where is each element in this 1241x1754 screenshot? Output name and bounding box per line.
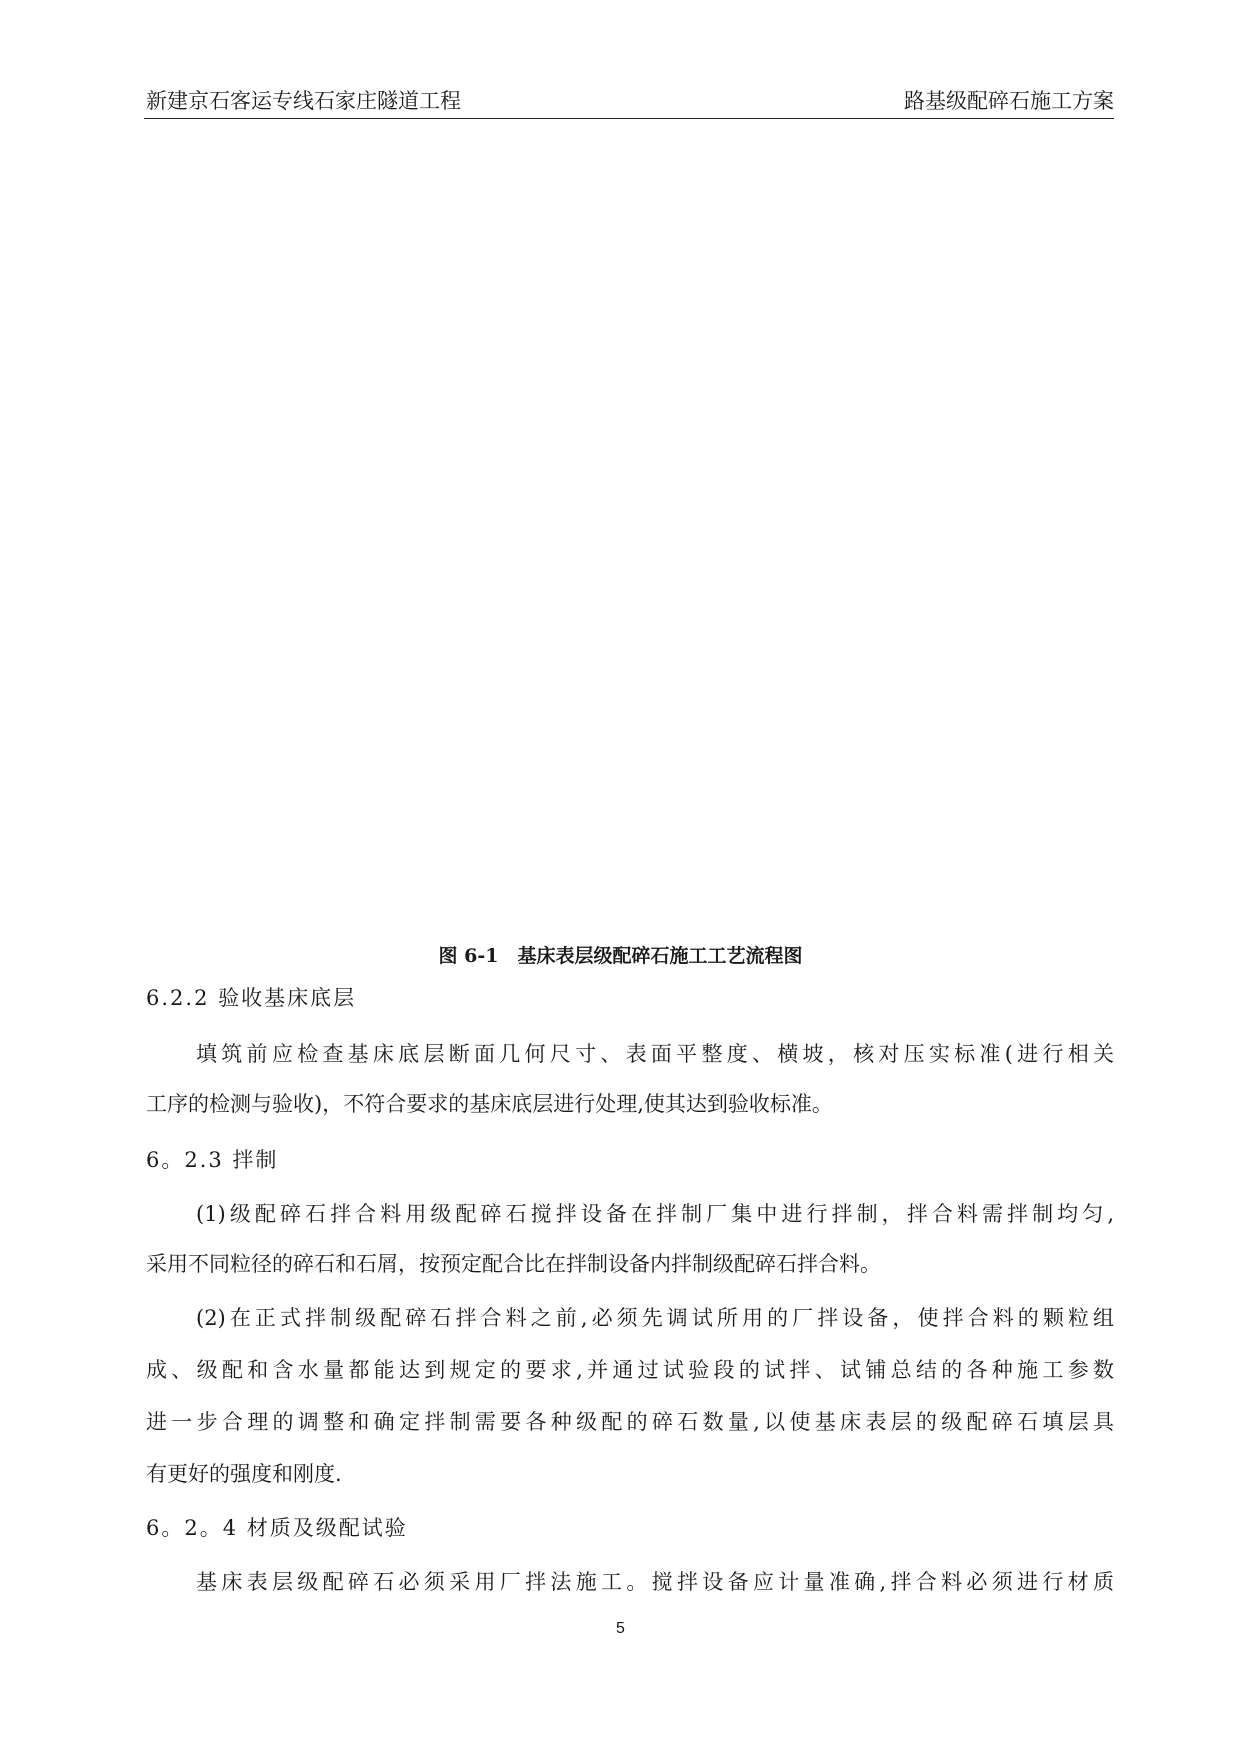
paragraph-line: 工序的检测与验收)，不符合要求的基床底层进行处理,使其达到验收标准。 [146, 1092, 833, 1116]
paragraph-line: 进一步合理的调整和确定拌制需要各种级配的碎石数量,以使基床表层的级配碎石填层具 [146, 1410, 1114, 1434]
section-heading-6-2-4: 6。2。4 材质及级配试验 [146, 1516, 408, 1540]
paragraph-line: 成、级配和含水量都能达到规定的要求,并通过试验段的试拌、试铺总结的各种施工参数 [146, 1358, 1114, 1382]
paragraph-line: 有更好的强度和刚度. [146, 1462, 342, 1486]
paragraph-line: 采用不同粒径的碎石和石屑，按预定配合比在拌制设备内拌制级配碎石拌合料。 [146, 1252, 881, 1276]
section-heading-6-2-2: 6.2.2 验收基床底层 [146, 986, 357, 1010]
paragraph-line: 基床表层级配碎石必须采用厂拌法施工。搅拌设备应计量准确,拌合料必须进行材质 [196, 1570, 1114, 1594]
paragraph-line: 填筑前应检查基床底层断面几何尺寸、表面平整度、横坡，核对压实标准(进行相关 [196, 1042, 1114, 1066]
section-heading-6-2-3: 6。2.3 拌制 [146, 1148, 279, 1172]
flowchart-figure-area [144, 130, 1114, 930]
figure-caption: 图 6-1 基床表层级配碎石施工工艺流程图 [438, 945, 803, 967]
header-document-title: 路基级配碎石施工方案 [904, 89, 1114, 113]
page-number: 5 [616, 1620, 625, 1637]
page-header [144, 84, 1114, 119]
paragraph-line: (2)在正式拌制级配碎石拌合料之前,必须先调试所用的厂拌设备，使拌合料的颗粒组 [196, 1306, 1114, 1330]
header-project-title: 新建京石客运专线石家庄隧道工程 [146, 89, 461, 113]
paragraph-line: (1)级配碎石拌合料用级配碎石搅拌设备在拌制厂集中进行拌制，拌合料需拌制均匀, [196, 1202, 1114, 1226]
